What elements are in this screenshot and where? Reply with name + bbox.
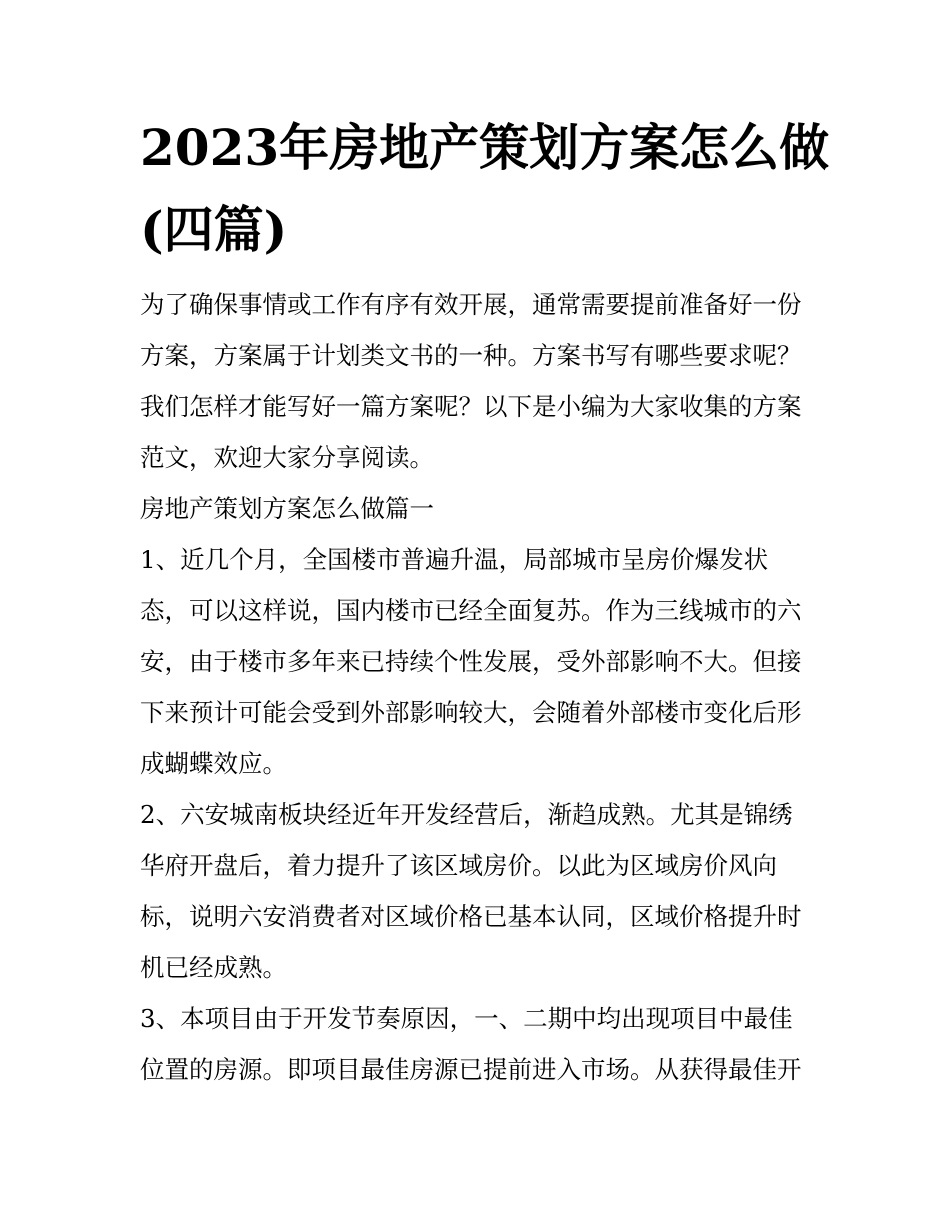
text-line: 1、近几个月，全国楼市普遍升温，局部城市呈房价爆发状 [140, 545, 769, 574]
paragraph-item-3 [140, 993, 820, 1095]
section-heading-text: 房地产策划方案怎么做篇一 [140, 494, 434, 523]
text-line: 华府开盘后，着力提升了该区域房价。以此为区域房价风向 [140, 851, 777, 880]
text-line: 态，可以这样说，国内楼市已经全面复苏。作为三线城市的六 [140, 596, 802, 625]
text-line: 下来预计可能会受到外部影响较大，会随着外部楼市变化后形 [140, 698, 802, 727]
text-line: 机已经成熟。 [140, 953, 287, 982]
text-line: 范文，欢迎大家分享阅读。 [140, 443, 434, 472]
paragraph-intro [140, 279, 820, 483]
document-title-line-1: 2023年房地产策划方案怎么做 [140, 118, 830, 177]
text-line: 我们怎样才能写好一篇方案呢？以下是小编为大家收集的方案 [140, 392, 802, 421]
section-heading [140, 483, 820, 534]
text-line: 位置的房源。即项目最佳房源已提前进入市场。从获得最佳开 [140, 1055, 802, 1084]
text-line: 3、本项目由于开发节奏原因，一、二期中均出现项目中最佳 [140, 1004, 793, 1033]
text-line: 方案，方案属于计划类文书的一种。方案书写有哪些要求呢？ [140, 341, 802, 370]
paragraph-item-1 [140, 534, 820, 789]
text-line: 标，说明六安消费者对区域价格已基本认同，区域价格提升时 [140, 902, 802, 931]
text-line: 2、六安城南板块经近年开发经营后，渐趋成熟。尤其是锦绣 [140, 800, 793, 829]
text-line: 为了确保事情或工作有序有效开展，通常需要提前准备好一份 [140, 290, 802, 319]
text-line: 安，由于楼市多年来已持续个性发展，受外部影响不大。但接 [140, 647, 802, 676]
document-title-line-2: (四篇) [140, 200, 288, 259]
document-body [140, 279, 820, 1095]
text-line: 成蝴蝶效应。 [140, 749, 287, 778]
paragraph-item-2 [140, 789, 820, 993]
